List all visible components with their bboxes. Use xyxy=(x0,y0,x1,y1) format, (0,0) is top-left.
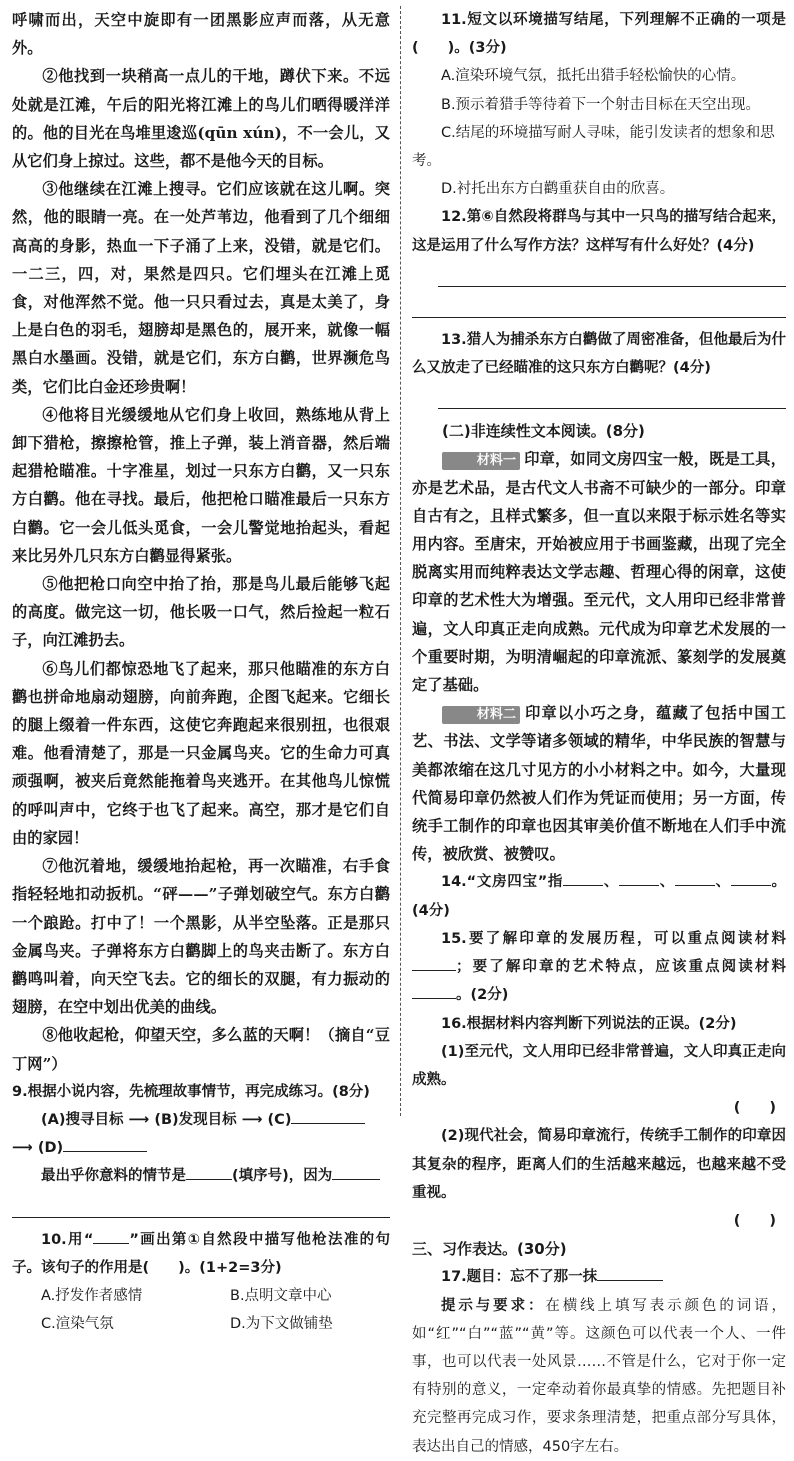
question-14-points: 。(4分) xyxy=(412,874,787,919)
question-10 xyxy=(12,1226,390,1282)
answer-blank-reason[interactable] xyxy=(332,1179,380,1180)
passage-paragraph-4: ④他将目光缓缓地从它们身上收回，熟练地从背上卸下猎枪，擦擦枪管，推上子弹，装上消音器，然后端起猎枪瞄准。十字准星，划过一只东方白鹳，又一只东方白鹳。他在寻找。最后，他把枪口瞄准最后一只东方白鹳。它一会儿低头觅食，一会儿警觉地抬起头，看起来比另外几只东方白鹳显得紧张。 xyxy=(12,405,390,565)
answer-blank-17-color[interactable] xyxy=(597,1280,663,1281)
answer-blank-c[interactable] xyxy=(291,1123,365,1124)
answer-blank-14-1[interactable] xyxy=(563,885,603,886)
requirements-text: 在横线上填写表示颜色的词语，如“红”“白”“蓝”“黄”等。这颜色可以代表一个人、一件事，也可以代表一处风景……不管是什么，它对于你一定有特别的意义，一定牵动着你最真挚的情感。先把题目补充完整再完成习作，要求条理清楚，把重点部分写具体，表达出自己的情感，450字左右。 xyxy=(412,1297,787,1455)
material-2-text: 印章以小巧之身，蕴藏了包括中国工艺、书法、文学等诸多领域的精华，中华民族的智慧与美都浓缩在这几寸见方的小小材料之中。如今，大量现代简易印章仍然被人们作为凭证而使用；另一方面，传统手工制作的印章也因其审美价值不断地在人们手中流传，被欣赏、被赞叹。 xyxy=(412,704,786,864)
question-16-answer-1[interactable]: ( ) xyxy=(733,1100,776,1117)
answer-blank-14-2[interactable] xyxy=(619,885,659,886)
section-3-heading: 三、习作表达。(30分) xyxy=(412,1240,567,1259)
question-12: 12.第⑥自然段将群鸟与其中一只鸟的描写结合起来，这是运用了什么写作方法？这样写有什么好处？(4分) xyxy=(412,209,786,254)
plot-steps-text: (A)搜寻目标 ⟶ (B)发现目标 ⟶ (C) xyxy=(41,1111,292,1128)
answer-line-q12-1[interactable] xyxy=(438,264,786,287)
plot-step-d-text: ⟶ (D) xyxy=(12,1140,64,1157)
question-10-options-row-1 xyxy=(12,1282,390,1310)
question-16-answer-2[interactable]: ( ) xyxy=(733,1212,776,1229)
question-10-text: ”画出第①自然段中描写他枪法准的句子。该句子的作用是( )。(1+2=3分) xyxy=(12,1231,391,1276)
column-divider xyxy=(400,6,401,1116)
question-15-text-a: 15.要了解印章的发展历程，可以重点阅读材料 xyxy=(441,930,786,947)
passage-paragraph-7: ⑦他沉着地，缓缓地抬起枪，再一次瞄准，右手食指轻轻地扣动扳机。“砰——”子弹划破空气。东方白鹳一个踉跄。打中了！一个黑影，从半空坠落。正是那只金属鸟夹。子弹将东方白鹳脚上的鸟夹击断了。东方白鹳鸣叫着，向天空飞去。它的细长的双腿，有力振动的翅膀，在空中划出优美的曲线。 xyxy=(12,857,390,1017)
q11-option-c[interactable]: C.结尾的环境描写耐人寻味，能引发读者的想象和思考。 xyxy=(412,124,775,170)
q11-option-a[interactable]: A.渲染环境气氛，抵托出猎手轻松愉快的心情。 xyxy=(441,68,746,85)
question-9-surprise-line xyxy=(12,1162,390,1190)
passage-paragraph-5: ⑤他把枪口向空中抬了抬，那是鸟儿最后能够飞起的高度。做完这一切，他长吸一口气，然后捡起一粒石子，向江滩扔去。 xyxy=(12,575,390,650)
q11-option-b[interactable]: B.预示着猎手等待着下一个射击目标在天空出现。 xyxy=(441,96,761,113)
question-17-title xyxy=(412,1263,786,1291)
question-17-requirements xyxy=(412,1292,786,1461)
answer-blank-15-2[interactable] xyxy=(412,998,456,999)
question-15 xyxy=(412,925,786,1010)
answer-line-q12-2[interactable] xyxy=(412,295,786,318)
answer-blank-number[interactable] xyxy=(186,1179,232,1180)
underline-sample xyxy=(93,1243,129,1244)
passage-paragraph-8: ⑧他收起枪，仰望天空，多么蓝的天啊！（摘自“豆丁网”） xyxy=(12,1026,390,1073)
right-column xyxy=(412,6,786,1461)
question-9-plot-line-2 xyxy=(12,1134,390,1162)
question-17-text: 17.题目：忘不了那一抹 xyxy=(441,1269,598,1286)
answer-blank-d[interactable] xyxy=(63,1151,147,1152)
requirements-label: 提示与要求： xyxy=(441,1297,546,1314)
material-1-tag: 材料一 xyxy=(442,452,520,470)
material-2 xyxy=(412,699,786,868)
question-16: 16.根据材料内容判断下列说法的正误。(2分) xyxy=(441,1015,737,1032)
question-10-prefix: 10.用“ xyxy=(41,1231,94,1248)
question-10-options-row-2 xyxy=(12,1310,390,1338)
surprise-text: 最出乎你意料的情节是 xyxy=(41,1168,186,1185)
question-15-points: 。(2分) xyxy=(456,987,509,1004)
option-b[interactable]: B.点明文章中心 xyxy=(230,1287,332,1304)
answer-line-q9[interactable] xyxy=(12,1195,390,1218)
left-column xyxy=(12,6,390,1338)
material-2-tag: 材料二 xyxy=(442,706,520,724)
question-16-statement-1: (1)至元代，文人用印已经非常普遍，文人印真正走向成熟。 xyxy=(412,1043,786,1088)
q11-option-d[interactable]: D.衬托出东方白鹳重获自由的欣喜。 xyxy=(441,181,675,198)
answer-blank-14-4[interactable] xyxy=(731,885,771,886)
option-c[interactable]: C.渲染气氛 xyxy=(41,1316,114,1333)
question-16-statement-2: (2)现代社会，简易印章流行，传统手工制作的印章因其复杂的程序，距离人们的生活越来越远，也越来越不受重视。 xyxy=(412,1128,786,1201)
surprise-reason-text: (填序号)，因为 xyxy=(232,1168,333,1185)
question-9: 9.根据小说内容，先梳理故事情节，再完成练习。(8分) xyxy=(12,1083,370,1100)
question-14-text: 14.“文房四宝”指 xyxy=(441,874,564,891)
passage-paragraph-2: ②他找到一块稍高一点儿的干地，蹲伏下来。不远处就是江滩，午后的阳光将江滩上的鸟儿们晒得暖洋洋的。他的目光在鸟堆里逡巡(qūn xún)，不一会儿，又从它们身上掠过。这些，都不是他今天的目标。 xyxy=(12,67,390,171)
passage-paragraph-6: ⑥鸟儿们都惊恐地飞了起来，那只他瞄准的东方白鹳也拼命地扇动翅膀，向前奔跑，企图飞起来。它细长的腿上缀着一件东西，这使它奔跑起来很别扭，也很艰难。他看清楚了，那是一只金属鸟夹。它的生命力可真顽强啊，被夹后竟然能拖着鸟夹逃开。在其他鸟儿惊慌的呼叫声中，它终于也飞了起来。高空，那才是它们自由的家园！ xyxy=(12,659,390,847)
question-13: 13.猎人为捕杀东方白鹳做了周密准备，但他最后为什么又放走了已经瞄准的这只东方白鹳呢？(4分) xyxy=(412,331,786,377)
answer-blank-15-1[interactable] xyxy=(412,970,456,971)
question-11: 11.短文以环境描写结尾，下列理解不正确的一项是( )。(3分) xyxy=(412,12,786,57)
option-a[interactable]: A.抒发作者感情 xyxy=(41,1287,143,1304)
question-14: 14.“文房四宝”指 、 、 、 。(4分) xyxy=(412,874,787,919)
question-15-text-b: ；要了解印章的艺术特点，应该重点阅读材料 xyxy=(456,959,786,976)
section-2-heading: (二)非连续性文本阅读。(8分) xyxy=(442,422,645,441)
answer-line-q13-1[interactable] xyxy=(438,386,786,409)
passage-paragraph-1-tail: 呼啸而出，天空中旋即有一团黑影应声而落，从无意外。 xyxy=(12,11,390,58)
passage-paragraph-3: ③他继续在江滩上搜寻。它们应该就在这儿啊。突然，他的眼睛一亮。在一处芦苇边，他看到了几个细细高高的身影，热血一下子涌了上来，没错，就是它们。一二三，四，对，果然是四只。它们埋头在江滩上觅食，对他浑然不觉。他一只只看过去，真是太美了，身上是白色的羽毛，翅膀却是黑色的，展开来，就像一幅黑白水墨画。没错，就是它们，东方白鹳，世界濒危鸟类，它们比白金还珍贵啊！ xyxy=(12,180,390,396)
material-1 xyxy=(412,445,786,699)
question-9-plot-line xyxy=(12,1106,390,1134)
option-d[interactable]: D.为下文做铺垫 xyxy=(230,1316,333,1333)
material-1-text: 印章，如同文房四宝一般，既是工具，亦是艺术品，是古代文人书斋不可缺少的一部分。印章自古有之，且样式繁多，但一直以来限于标示姓名等实用内容。至唐宋，开始被应用于书画鉴藏，出现了完全脱离实用而纯粹表达文学志趣、哲理心得的闲章，这使印章的艺术性大为增强。至元代，文人用印已经非常普遍，文人印真正走向成熟。元代成为印章艺术发展的一个重要时期，为明清崛起的印章流派、篆刻学的发展奠定了基础。 xyxy=(412,450,786,695)
answer-blank-14-3[interactable] xyxy=(675,885,715,886)
